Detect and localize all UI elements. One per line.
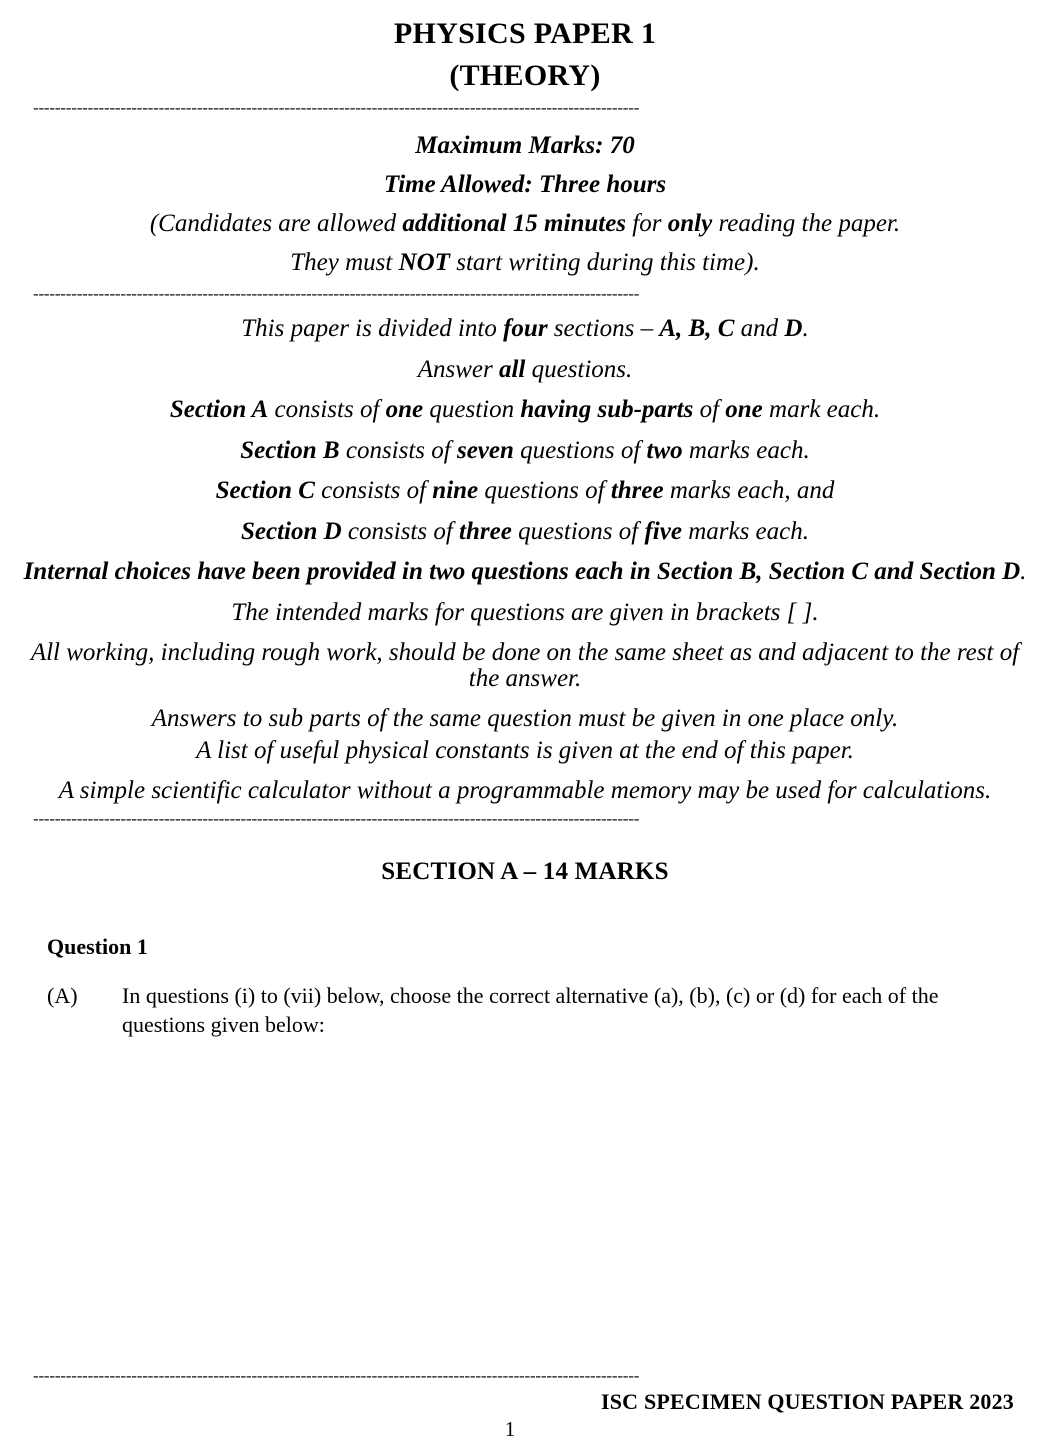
ins1-text-a: This paper is divided into — [241, 315, 504, 343]
ins5-bold-section-c: Section C — [215, 477, 315, 505]
reading-time-note-line1 — [0, 211, 1050, 236]
ins2-text-c: questions. — [525, 355, 633, 383]
separator-rule-middle: --------------------------------------------------------------------------------------------------------------- — [33, 289, 640, 302]
title-block — [0, 0, 1050, 94]
question-1-label: Question 1 — [47, 933, 148, 959]
exam-meta-block — [0, 133, 1050, 275]
ins3-text-h: mark each. — [762, 396, 881, 424]
reading-note-text-3: reading the paper. — [712, 210, 901, 238]
instruction-section-d — [22, 519, 1028, 545]
footer-rule-wrap — [0, 1371, 1050, 1383]
instruction-sub-parts: Answers to sub parts of the same question must be given in one place only. — [151, 705, 899, 733]
ins3-bold-one: one — [385, 396, 424, 424]
ins5-text-f: marks each, and — [663, 477, 835, 505]
ins1-text-e: and — [734, 315, 785, 343]
page-subtitle: (THEORY) — [449, 58, 601, 92]
separator-rule-below-instructions: --------------------------------------------------------------------------------------------------------------- — [33, 813, 640, 826]
ins1-bold-four: four — [503, 315, 548, 343]
instruction-sections-overview — [22, 316, 1028, 342]
ins2-bold-all: all — [498, 355, 526, 383]
maximum-marks-value: 70 — [603, 132, 635, 160]
ins6-bold-section-d: Section D — [240, 517, 342, 545]
reading-note-emphasis-2: only — [667, 210, 713, 238]
time-allowed-label: Time Allowed: — [383, 171, 533, 199]
reading-note-line2-text-2: start writing during this time). — [449, 249, 760, 277]
reading-time-note-line2 — [0, 250, 1050, 275]
instruction-intended-marks: The intended marks for questions are given in brackets [ ]. — [231, 598, 819, 626]
page-title: PHYSICS PAPER 1 — [393, 17, 657, 50]
question-1-block — [0, 934, 1050, 1040]
reading-note-text-2: for — [626, 210, 668, 238]
instruction-section-c — [22, 478, 1028, 504]
footer-page-number: 1 — [504, 1417, 516, 1441]
footer-paper-name: ISC SPECIMEN QUESTION PAPER 2023 — [600, 1389, 1014, 1414]
time-allowed-line — [0, 172, 1050, 197]
ins5-bold-nine: nine — [432, 477, 479, 505]
ins5-text-b: consists of — [314, 477, 433, 505]
ins4-text-b: consists of — [339, 436, 457, 464]
ins3-bold-section-a: Section A — [169, 396, 269, 424]
reading-note-text-1: (Candidates are allowed — [149, 210, 403, 238]
separator-rule-top: --------------------------------------------------------------------------------------------------------------- — [33, 103, 640, 116]
reading-note-line2-text-1: They must — [290, 249, 399, 277]
ins3-text-d: question — [423, 396, 521, 424]
ins6-text-b: consists of — [341, 517, 460, 545]
ins6-text-d: questions of — [511, 517, 645, 545]
instruction-rough-work: All working, including rough work, should be done on the same sheet as and adjacent to the rest of the answer. — [30, 639, 1020, 692]
instruction-physical-constants: A list of useful physical constants is given at the end of this paper. — [196, 736, 854, 764]
question-1-part-a — [47, 982, 1050, 1039]
ins5-bold-three: three — [610, 477, 664, 505]
ins4-bold-two: two — [646, 436, 683, 464]
separator-rule-footer: --------------------------------------------------------------------------------------------------------------- — [33, 1371, 640, 1383]
ins4-bold-section-b: Section B — [240, 436, 340, 464]
ins6-bold-five: five — [644, 517, 682, 545]
part-a-marker: (A) — [47, 983, 78, 1009]
ins7-bold-text: Internal choices have been provided in two questions each in Section B, Section C and Section D — [23, 558, 1021, 586]
ins3-text-b: consists of — [268, 396, 386, 424]
ins6-text-f: marks each. — [681, 517, 810, 545]
maximum-marks-line — [0, 133, 1050, 158]
instruction-answer-all — [22, 357, 1028, 383]
ins1-bold-d: D — [784, 315, 803, 343]
ins7-text-tail: . — [1020, 558, 1027, 586]
instructions-block — [0, 316, 1050, 804]
maximum-marks-label: Maximum Marks: — [415, 132, 604, 160]
ins1-text-c: sections – — [547, 315, 660, 343]
instruction-calculator: A simple scientific calculator without a programmable memory may be used for calculations. — [58, 777, 992, 805]
time-allowed-value: Three hours — [532, 171, 667, 199]
ins4-bold-seven: seven — [456, 436, 514, 464]
section-a-heading: SECTION A – 14 MARKS — [381, 857, 669, 885]
ins6-bold-three: three — [459, 517, 512, 545]
instruction-internal-choices — [22, 559, 1028, 585]
part-a-text: In questions (i) to (vii) below, choose the correct alternative (a), (b), (c) or (d) for each of the questions given below: — [122, 983, 939, 1037]
ins2-text-a: Answer — [417, 355, 499, 383]
reading-note-line2-emphasis: NOT — [398, 249, 450, 277]
ins1-bold-abc: A, B, C — [659, 315, 735, 343]
reading-note-emphasis-1: additional 15 minutes — [402, 210, 627, 238]
ins1-text-g: . — [802, 315, 809, 343]
ins4-text-f: marks each. — [682, 436, 810, 464]
ins5-text-d: questions of — [478, 477, 611, 505]
page-footer — [0, 1371, 1050, 1450]
ins3-text-f: of — [693, 396, 726, 424]
instruction-section-b — [22, 438, 1028, 464]
ins3-bold-one-mark: one — [725, 396, 763, 424]
ins3-bold-subparts: having sub-parts — [520, 396, 694, 424]
ins4-text-d: questions of — [513, 436, 647, 464]
instruction-section-a — [22, 397, 1028, 423]
